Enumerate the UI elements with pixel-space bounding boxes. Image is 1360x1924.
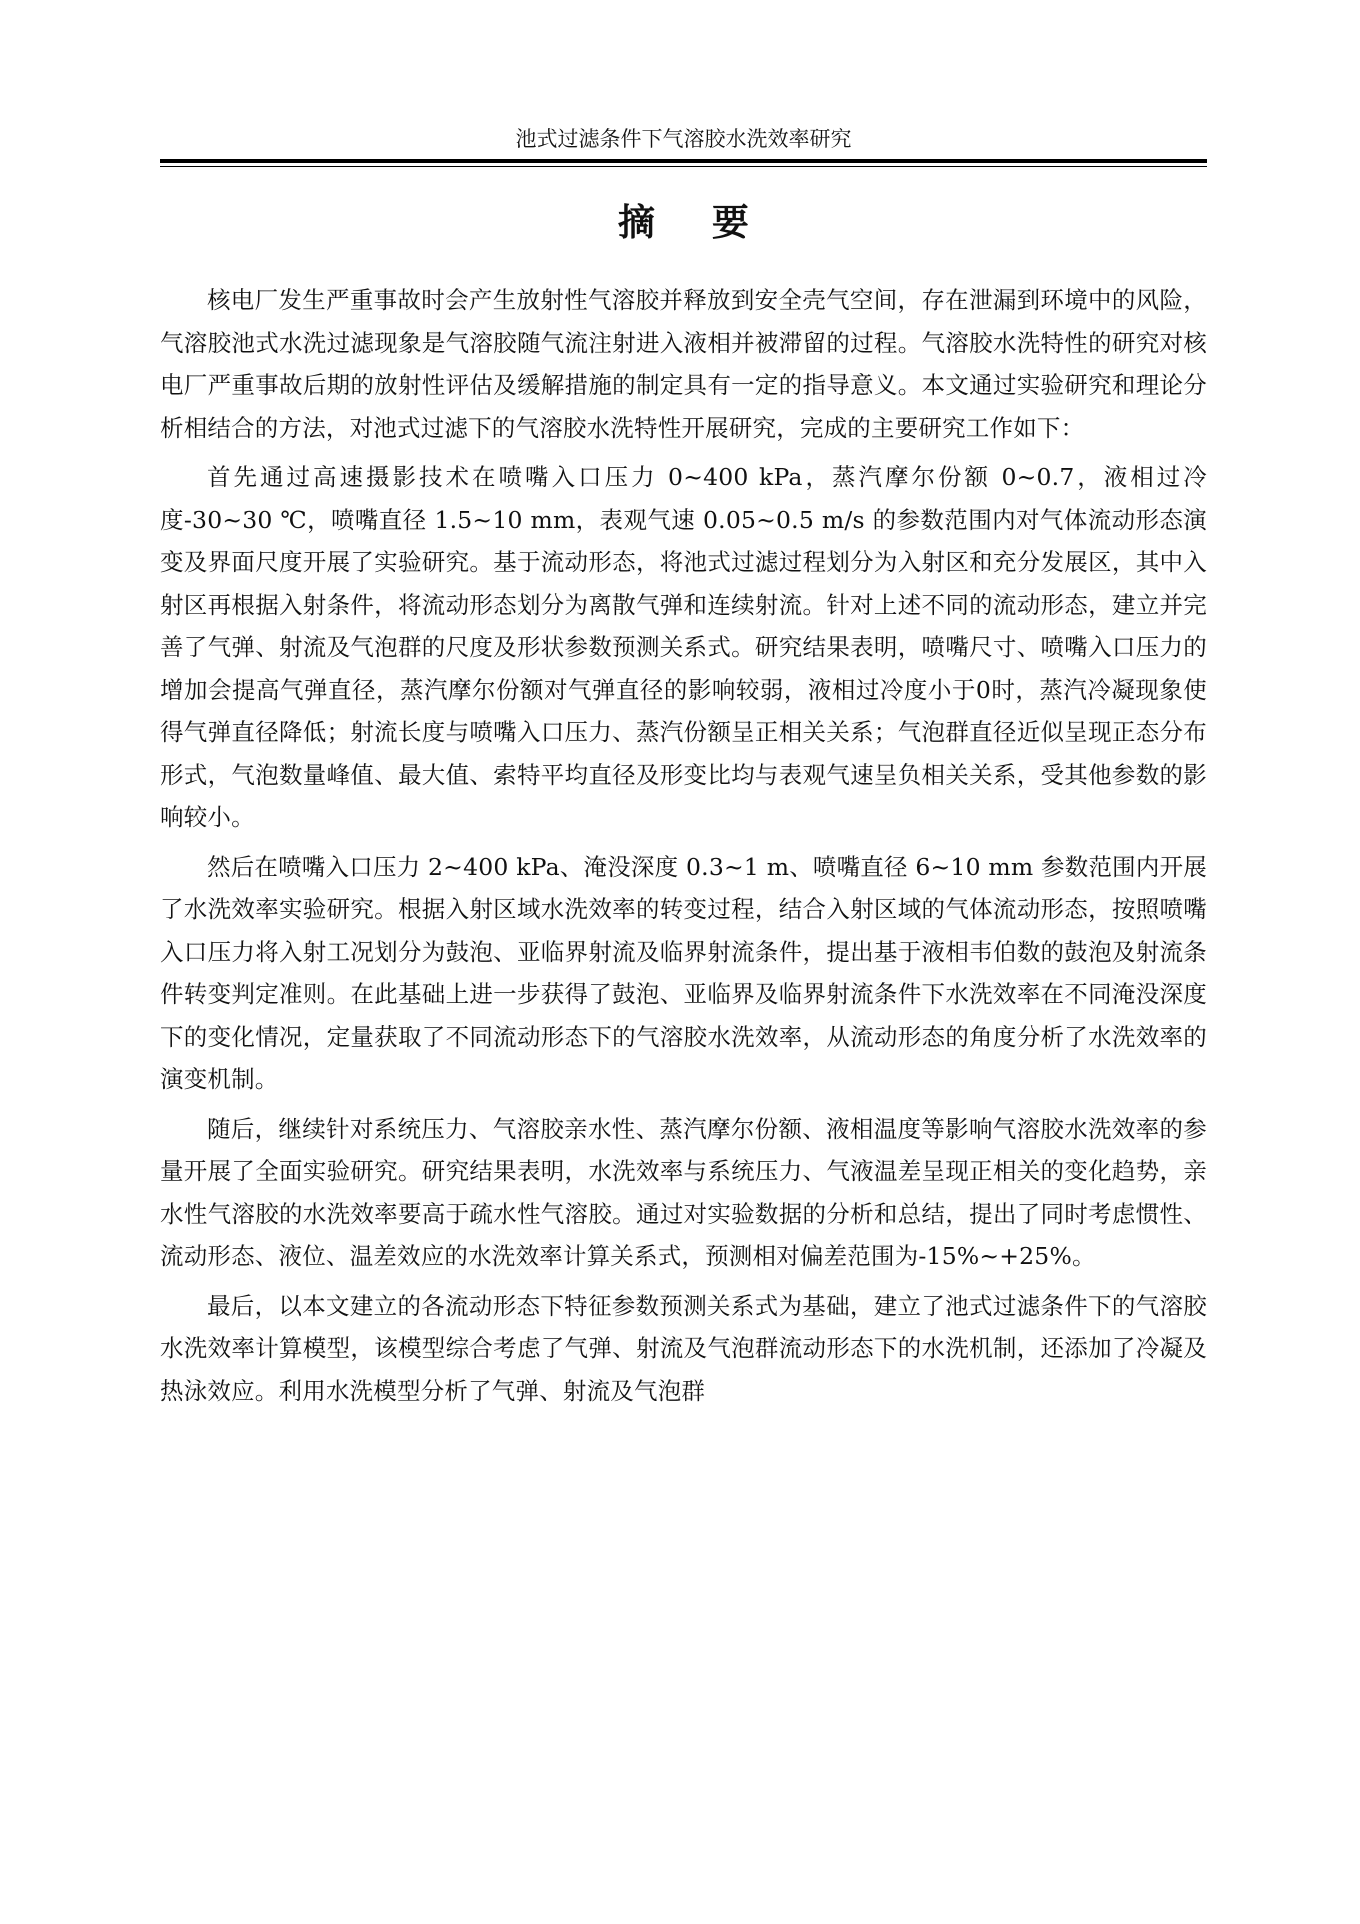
abstract-paragraph-2: 首先通过高速摄影技术在喷嘴入口压力 0~400 kPa，蒸汽摩尔份额 0~0.7，液相过冷度-30~30 ℃，喷嘴直径 1.5~10 mm，表观气速 0.05~0.5 m/s 的参数范围内对气体流动形态演变及界面尺度开展了实验研究。基于流动形态，将池式过滤过程划分为入射区和充分发展区，其中入射区再根据入射条件，将流动形态划分为离散气弹和连续射流。针对上述不同的流动形态，建立并完善了气弹、射流及气泡群的尺度及形状参数预测关系式。研究结果表明，喷嘴尺寸、喷嘴入口压力的增加会提高气弹直径，蒸汽摩尔份额对气弹直径的影响较弱，液相过冷度小于0时，蒸汽冷凝现象使得气弹直径降低；射流长度与喷嘴入口压力、蒸汽份额呈正相关关系；气泡群直径近似呈现正态分布形式，气泡数量峰值、最大值、索特平均直径及形变比均与表观气速呈负相关关系，受其他参数的影响较小。 (160, 463, 1207, 831)
abstract-paragraph-1: 核电厂发生严重事故时会产生放射性气溶胶并释放到安全壳气空间，存在泄漏到环境中的风险，气溶胶池式水洗过滤现象是气溶胶随气流注射进入液相并被滞留的过程。气溶胶水洗特性的研究对核电厂严重事故后期的放射性评估及缓解措施的制定具有一定的指导意义。本文通过实验研究和理论分析相结合的方法，对池式过滤下的气溶胶水洗特性开展研究，完成的主要研究工作如下： (160, 286, 1207, 442)
abstract-paragraph-3: 然后在喷嘴入口压力 2~400 kPa、淹没深度 0.3~1 m、喷嘴直径 6~10 mm 参数范围内开展了水洗效率实验研究。根据入射区域水洗效率的转变过程，结合入射区域的气体流动形态，按照喷嘴入口压力将入射工况划分为鼓泡、亚临界射流及临界射流条件，提出基于液相韦伯数的鼓泡及射流条件转变判定准则。在此基础上进一步获得了鼓泡、亚临界及临界射流条件下水洗效率在不同淹没深度下的变化情况，定量获取了不同流动形态下的气溶胶水洗效率，从流动形态的角度分析了水洗效率的演变机制。 (160, 852, 1207, 1093)
abstract-body (160, 279, 1207, 1419)
abstract-title: 摘 要 (618, 201, 771, 244)
header-rule-thick (160, 159, 1207, 163)
header-rule-thin (160, 166, 1207, 167)
abstract-paragraph-4: 随后，继续针对系统压力、气溶胶亲水性、蒸汽摩尔份额、液相温度等影响气溶胶水洗效率的参量开展了全面实验研究。研究结果表明，水洗效率与系统压力、气液温差呈现正相关的变化趋势，亲水性气溶胶的水洗效率要高于疏水性气溶胶。通过对实验数据的分析和总结，提出了同时考虑惯性、流动形态、液位、温差效应的水洗效率计算关系式，预测相对偏差范围为-15%~+25%。 (160, 1114, 1207, 1270)
abstract-paragraph-5: 最后，以本文建立的各流动形态下特征参数预测关系式为基础，建立了池式过滤条件下的气溶胶水洗效率计算模型，该模型综合考虑了气弹、射流及气泡群流动形态下的水洗机制，还添加了冷凝及热泳效应。利用水洗模型分析了气弹、射流及气泡群 (160, 1291, 1207, 1405)
running-header: 池式过滤条件下气溶胶水洗效率研究 (515, 127, 852, 151)
